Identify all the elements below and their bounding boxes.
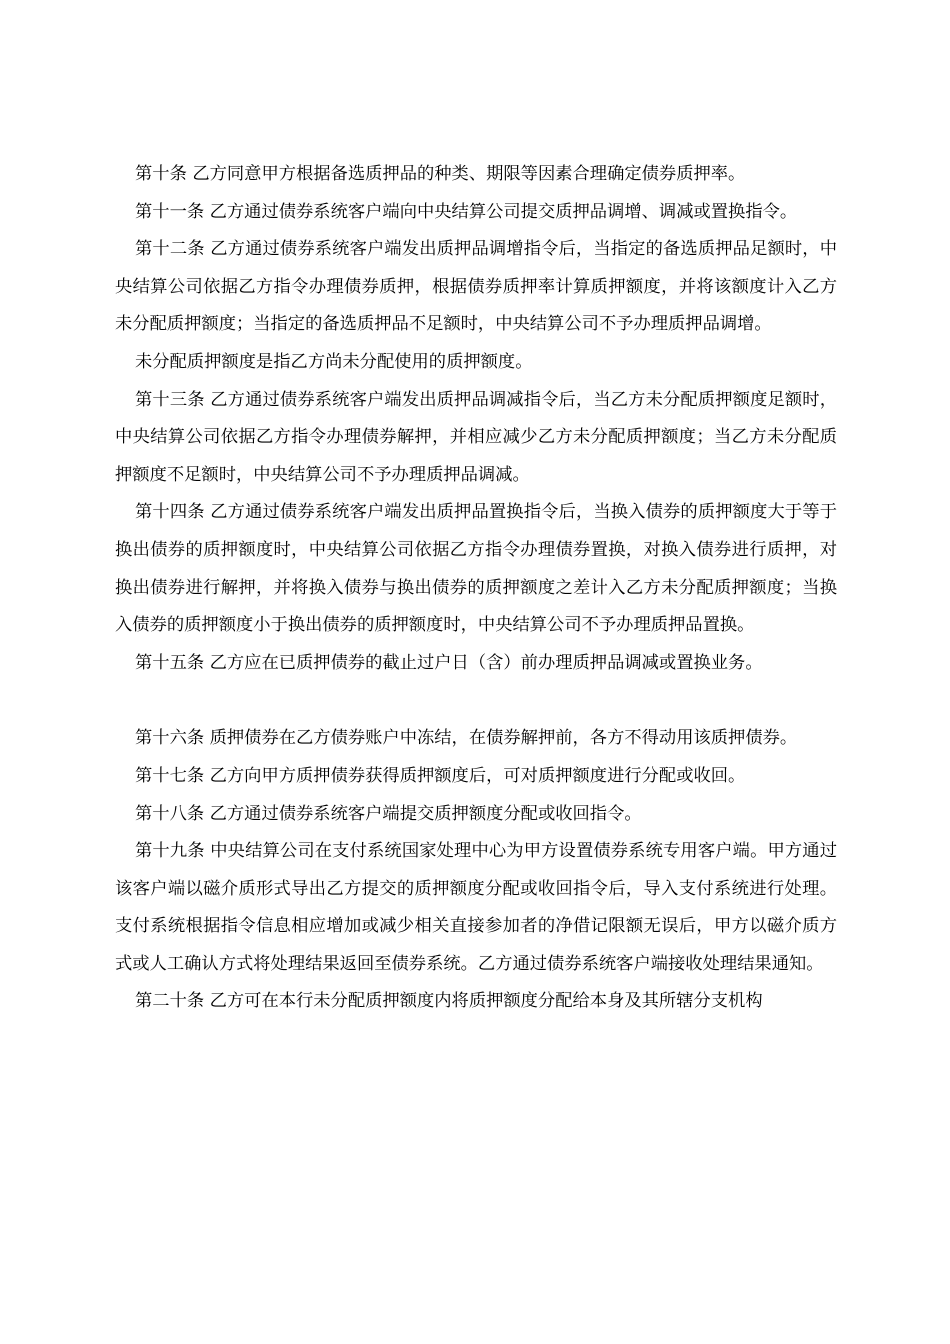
article-20-paragraph: 第二十条 乙方可在本行未分配质押额度内将质押额度分配给本身及其所辖分支机构 <box>135 991 763 1012</box>
article-16-paragraph: 第十六条 质押债券在乙方债券账户中冻结，在债券解押前，各方不得动用该质押债券。 <box>135 728 798 749</box>
article-14-paragraph: 第十四条 乙方通过债券系统客户端发出质押品置换指令后，当换入债券的质押额度大于等于换出债券的质押额度时，中央结算公司依据乙方指令办理债券置换，对换入债券进行质押，对换出债券进行解押，并将换入债券与换出债券的质押额度之差计入乙方未分配质押额度；当换入债券的质押额度小于换出债券的质押额度时，中央结算公司不予办理质押品置换。 <box>115 502 837 636</box>
article-12-paragraph: 第十二条 乙方通过债券系统客户端发出质押品调增指令后，当指定的备选质押品足额时，中央结算公司依据乙方指令办理债券质押，根据债券质押率计算质押额度，并将该额度计入乙方未分配质押额度；当指定的备选质押品不足额时，中央结算公司不予办理质押品调增。 <box>115 239 837 335</box>
unallocated-quota-definition-paragraph: 未分配质押额度是指乙方尚未分配使用的质押额度。 <box>135 351 533 372</box>
article-15-paragraph: 第十五条 乙方应在已质押债券的截止过户日（含）前办理质押品调减或置换业务。 <box>135 652 763 673</box>
article-18-paragraph: 第十八条 乙方通过债券系统客户端提交质押额度分配或收回指令。 <box>135 803 642 824</box>
article-17-paragraph: 第十七条 乙方向甲方质押债券获得质押额度后，可对质押额度进行分配或收回。 <box>135 765 746 786</box>
article-10-paragraph: 第十条 乙方同意甲方根据备选质押品的种类、期限等因素合理确定债券质押率。 <box>135 164 746 184</box>
article-13-paragraph: 第十三条 乙方通过债券系统客户端发出质押品调减指令后，当乙方未分配质押额度足额时，中央结算公司依据乙方指令办理债券解押，并相应减少乙方未分配质押额度；当乙方未分配质押额度不足额时，中央结算公司不予办理质押品调减。 <box>115 389 837 485</box>
article-19-paragraph: 第十九条 中央结算公司在支付系统国家处理中心为甲方设置债券系统专用客户端。甲方通过该客户端以磁介质形式导出乙方提交的质押额度分配或收回指令后，导入支付系统进行处理。支付系统根据指令信息相应增加或减少相关直接参加者的净借记限额无误后，甲方以磁介质方式或人工确认方式将处理结果返回至债券系统。乙方通过债券系统客户端接收处理结果通知。 <box>115 841 837 974</box>
document-page <box>115 156 837 1021</box>
article-11-paragraph: 第十一条 乙方通过债券系统客户端向中央结算公司提交质押品调增、调减或置换指令。 <box>135 201 798 222</box>
